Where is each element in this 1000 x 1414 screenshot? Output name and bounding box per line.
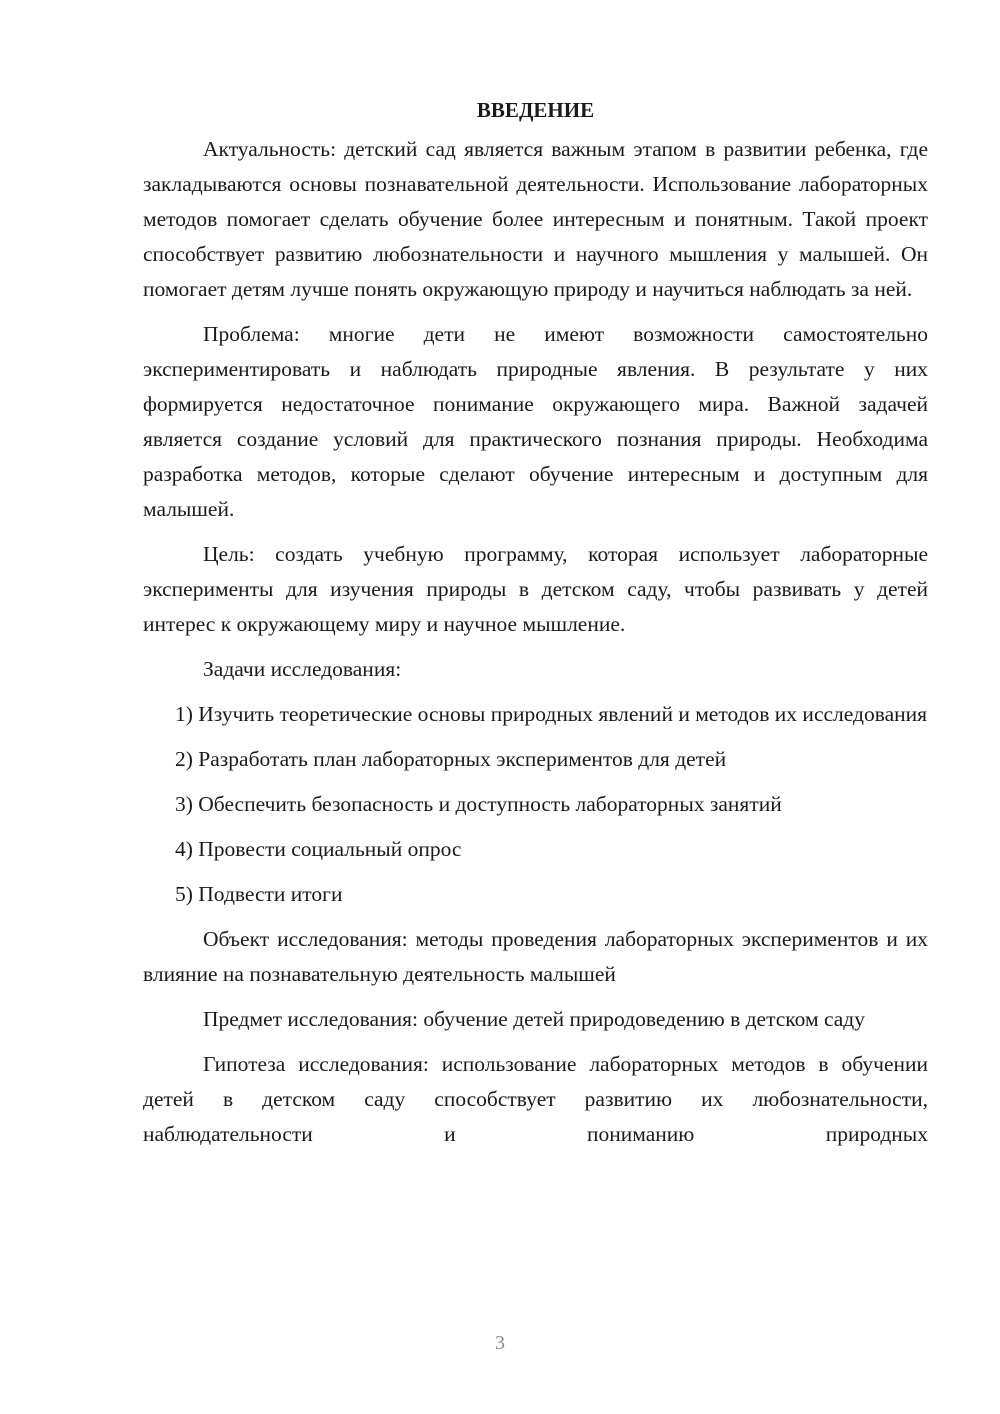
paragraph-subject: Предмет исследования: обучение детей природоведению в детском саду xyxy=(203,1007,865,1031)
page-number: 3 xyxy=(495,1332,505,1354)
document-page xyxy=(143,92,928,1162)
paragraph-hypothesis: Гипотеза исследования: использование лабораторных методов в обучении детей в детском саду способствует развитию их любознательности, наблюдательности и пониманию природных xyxy=(143,1052,928,1146)
paragraph-goal: Цель: создать учебную программу, которая использует лабораторные эксперименты для изучения природы в детском саду, чтобы развивать у детей интерес к окружающему миру и научное мышление. xyxy=(143,542,928,636)
paragraph-relevance: Актуальность: детский сад является важным этапом в развитии ребенка, где закладываются основы познавательной деятельности. Использование лабораторных методов помогает сделать обучение более интересным и понятным. Такой проект способствует развитию любознательности и научного мышления у малышей. Он помогает детям лучше понять окружающую природу и научиться наблюдать за ней. xyxy=(143,137,928,301)
paragraph-problem: Проблема: многие дети не имеют возможности самостоятельно экспериментировать и наблюдать природные явления. В результате у них формируется недостаточное понимание окружающего мира. Важной задачей является создание условий для практического познания природы. Необходима разработка методов, которые сделают обучение интересным и доступным для малышей. xyxy=(143,322,928,521)
task-item-4: 4) Провести социальный опрос xyxy=(175,837,462,861)
task-item-3: 3) Обеспечить безопасность и доступность лабораторных занятий xyxy=(175,792,782,816)
task-item-1: 1) Изучить теоретические основы природных явлений и методов их исследования xyxy=(175,702,928,726)
paragraph-object: Объект исследования: методы проведения лабораторных экспериментов и их влияние на познавательную деятельность малышей xyxy=(143,927,928,986)
task-item-5: 5) Подвести итоги xyxy=(175,882,343,906)
task-item-2: 2) Разработать план лабораторных экспериментов для детей xyxy=(175,747,727,771)
section-heading: ВВЕДЕНИЕ xyxy=(476,98,595,122)
tasks-label: Задачи исследования: xyxy=(203,657,402,681)
